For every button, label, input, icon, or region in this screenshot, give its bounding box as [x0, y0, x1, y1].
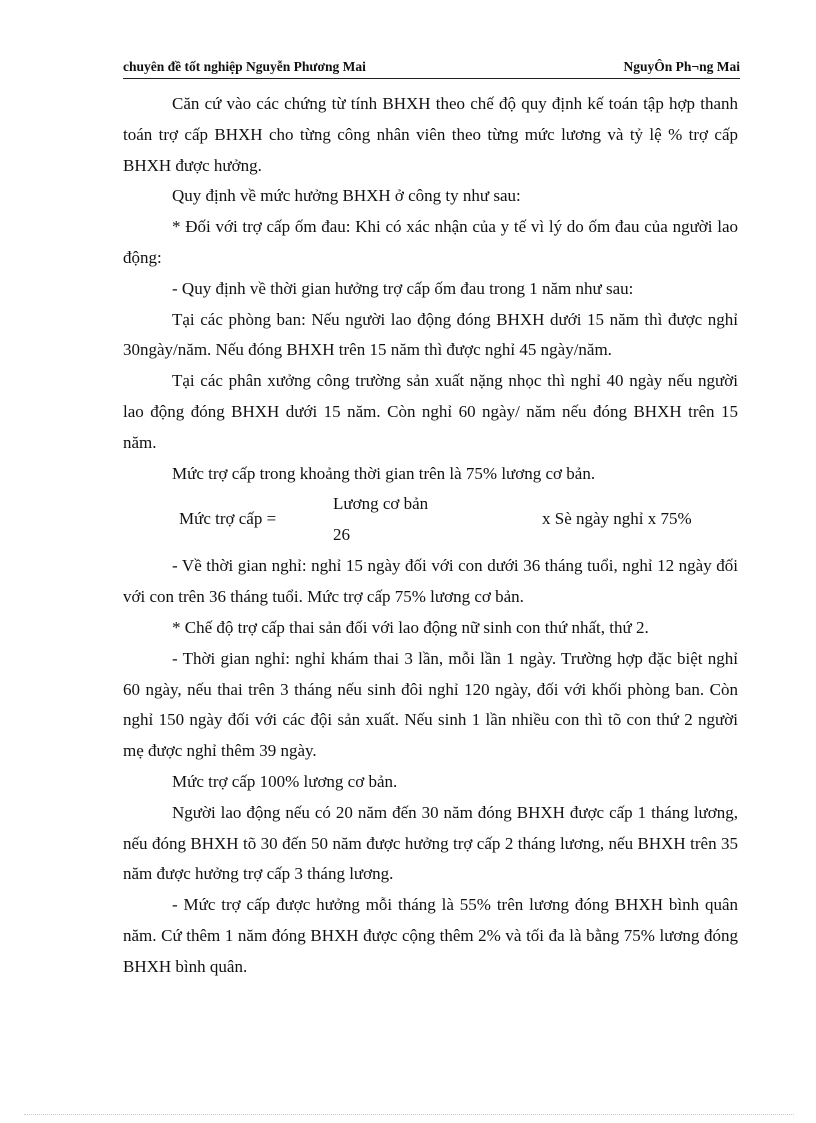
paragraph: * Đối với trợ cấp ốm đau: Khi có xác nhận của y tế vì lý do ốm đau của người lao động: — [123, 217, 738, 267]
formula-denominator: 26 — [333, 525, 350, 545]
header-left-text: chuyên đề tốt nghiệp Nguyễn Phương Mai — [123, 59, 366, 74]
paragraph: - Quy định về thời gian hưởng trợ cấp ốm đau trong 1 năm như sau: — [172, 278, 634, 298]
paragraph: Mức trợ cấp trong khoảng thời gian trên là 75% lương cơ bản. — [172, 463, 596, 483]
paragraph: - Về thời gian nghỉ: nghỉ 15 ngày đối với con dưới 36 tháng tuổi, nghỉ 12 ngày đối với con trên 36 tháng tuổi. Mức trợ cấp 75% lương cơ bản. — [123, 556, 738, 607]
paragraph: Người lao động nếu có 20 năm đến 30 năm đóng BHXH được cấp 1 tháng lương, nếu đóng BHXH tõ 30 đến 50 năm được hưởng trợ cấp 2 tháng lương, nếu BHXH trên 35 năm được hưởng trợ cấp 3 tháng lương. — [123, 802, 738, 884]
document-body — [123, 89, 738, 983]
paragraph: Mức trợ cấp 100% lương cơ bản. — [172, 771, 398, 791]
formula-multiplier: x Sè ngày nghỉ x 75% — [542, 509, 692, 529]
page-header — [123, 56, 740, 79]
paragraph: * Chế độ trợ cấp thai sản đối với lao động nữ sinh con thứ nhất, thứ 2. — [172, 617, 649, 637]
paragraph: Quy định về mức hưởng BHXH ở công ty như sau: — [172, 186, 521, 206]
paragraph: Tại các phòng ban: Nếu người lao động đóng BHXH dưới 15 năm thì được nghỉ 30ngày/năm. Nếu đóng BHXH trên 15 năm thì được nghỉ 45 ngày/năm. — [123, 309, 738, 360]
page-bottom-divider — [24, 1114, 794, 1115]
formula-numerator: Lương cơ bản — [333, 494, 429, 514]
header-right-text: NguyÔn Ph¬ng Mai — [623, 59, 740, 74]
paragraph: - Mức trợ cấp được hưởng mỗi tháng là 55% trên lương đóng BHXH bình quân năm. Cứ thêm 1 năm đóng BHXH được cộng thêm 2% và tối đa là bằng 75% lương đóng BHXH bình quân. — [123, 895, 738, 976]
paragraph: Căn cứ vào các chứng từ tính BHXH theo chế độ quy định kế toán tập hợp thanh toán trợ cấp BHXH cho từng công nhân viên theo từng mức lương và tỷ lệ % trợ cấp BHXH được hưởng. — [123, 94, 738, 175]
benefit-formula — [123, 489, 738, 551]
paragraph: Tại các phân xưởng công trường sản xuất nặng nhọc thì nghỉ 40 ngày nếu người lao động đóng BHXH dưới 15 năm. Còn nghỉ 60 ngày/ năm nếu đóng BHXH trên 15 năm. — [123, 371, 738, 452]
paragraph: - Thời gian nghỉ: nghỉ khám thai 3 lần, mỗi lần 1 ngày. Trường hợp đặc biệt nghỉ 60 ngày, nếu thai trên 3 tháng nếu sinh đôi nghỉ 120 ngày, đối với khối phòng ban. Còn nghỉ 150 ngày đối với các đội sản xuất. Nếu sinh 1 lần nhiều con thì tõ con thứ 2 người mẹ được nghỉ thêm 39 ngày. — [123, 648, 738, 761]
formula-label: Mức trợ cấp = — [179, 509, 277, 529]
